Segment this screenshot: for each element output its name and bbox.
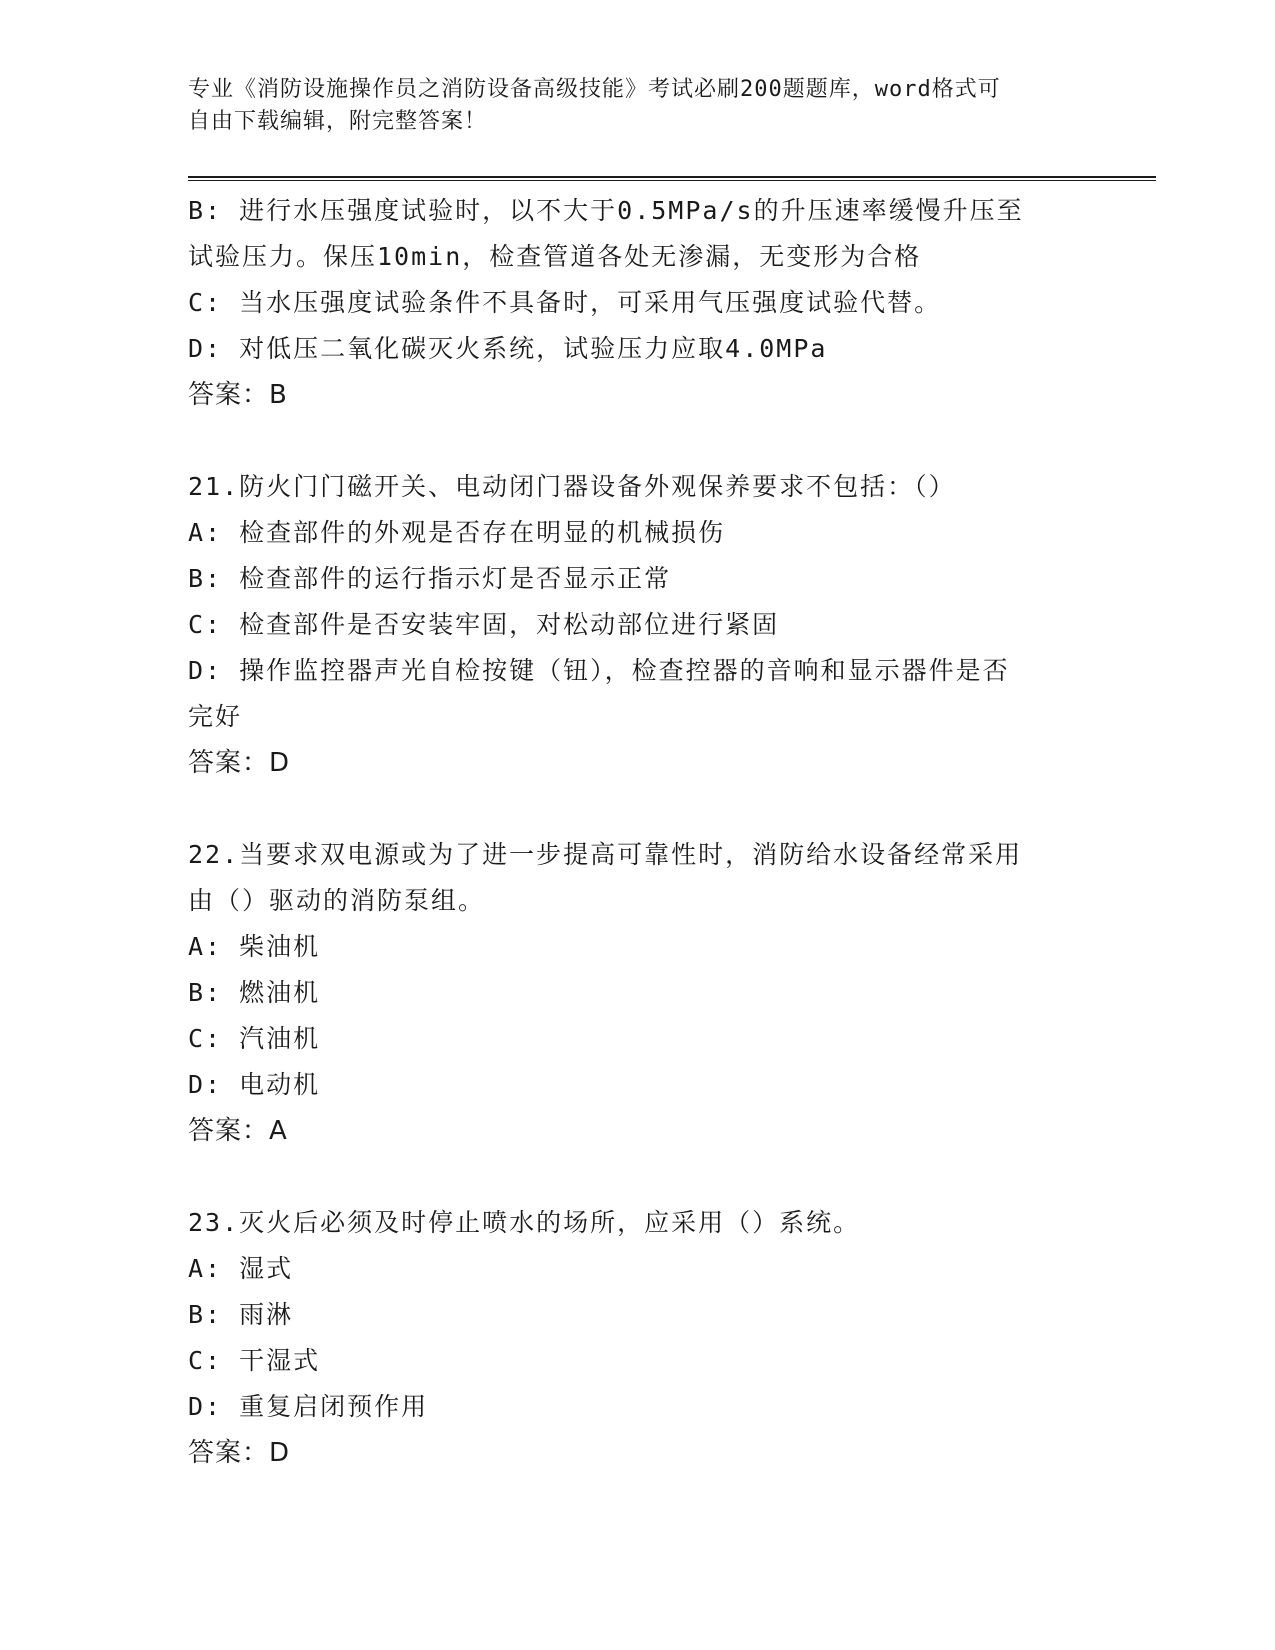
- header-divider: [188, 176, 1156, 181]
- question-text-line-1: 22.当要求双电源或为了进一步提高可靠性时，消防给水设备经常采用: [188, 840, 1023, 869]
- question-23: [188, 1200, 1088, 1476]
- option-c: C: 干湿式: [188, 1346, 321, 1375]
- option-d: D: 重复启闭预作用: [188, 1392, 429, 1421]
- question-text: 21.防火门门磁开关、电动闭门器设备外观保养要求不包括：（）: [188, 472, 956, 501]
- question-22: [188, 832, 1088, 1154]
- option-d-line-1: D: 操作监控器声光自检按键（钮），检查控器的音响和显示器件是否: [188, 656, 1010, 685]
- spacer: [188, 418, 1088, 464]
- header-line-1: 专业《消防设施操作员之消防设备高级技能》考试必刷200题题库，word格式可: [188, 77, 1001, 102]
- option-c: C: 汽油机: [188, 1024, 321, 1053]
- option-d-line-2: 完好: [188, 702, 243, 731]
- question-text: 23.灭火后必须及时停止喷水的场所，应采用（）系统。: [188, 1208, 861, 1237]
- spacer: [188, 1154, 1088, 1200]
- answer: 答案：D: [188, 748, 291, 778]
- option-a: A: 检查部件的外观是否存在明显的机械损伤: [188, 518, 726, 547]
- option-d: D: 对低压二氧化碳灭火系统，试验压力应取4.0MPa: [188, 334, 828, 363]
- option-b-line-2: 试验压力。保压10min，检查管道各处无渗漏，无变形为合格: [188, 242, 922, 271]
- option-c: C: 检查部件是否安装牢固，对松动部位进行紧固: [188, 610, 780, 639]
- question-text-line-2: 由（）驱动的消防泵组。: [188, 886, 486, 915]
- option-a: A: 湿式: [188, 1254, 294, 1283]
- option-b: B: 燃油机: [188, 978, 321, 1007]
- option-c: C: 当水压强度试验条件不具备时，可采用气压强度试验代替。: [188, 288, 942, 317]
- document-header: [188, 74, 1068, 138]
- answer: 答案：A: [188, 1116, 288, 1146]
- option-b: B: 雨淋: [188, 1300, 294, 1329]
- answer: 答案：B: [188, 380, 288, 410]
- spacer: [188, 786, 1088, 832]
- question-20-partial: [188, 188, 1088, 418]
- option-d: D: 电动机: [188, 1070, 321, 1099]
- option-b-line-1: B: 进行水压强度试验时，以不大于0.5MPa/s的升压速率缓慢升压至: [188, 196, 1024, 225]
- question-list: [188, 188, 1088, 1476]
- option-b: B: 检查部件的运行指示灯是否显示正常: [188, 564, 672, 593]
- header-line-2: 自由下载编辑，附完整答案！: [188, 109, 488, 134]
- question-21: [188, 464, 1088, 786]
- answer: 答案：D: [188, 1438, 291, 1468]
- option-a: A: 柴油机: [188, 932, 321, 961]
